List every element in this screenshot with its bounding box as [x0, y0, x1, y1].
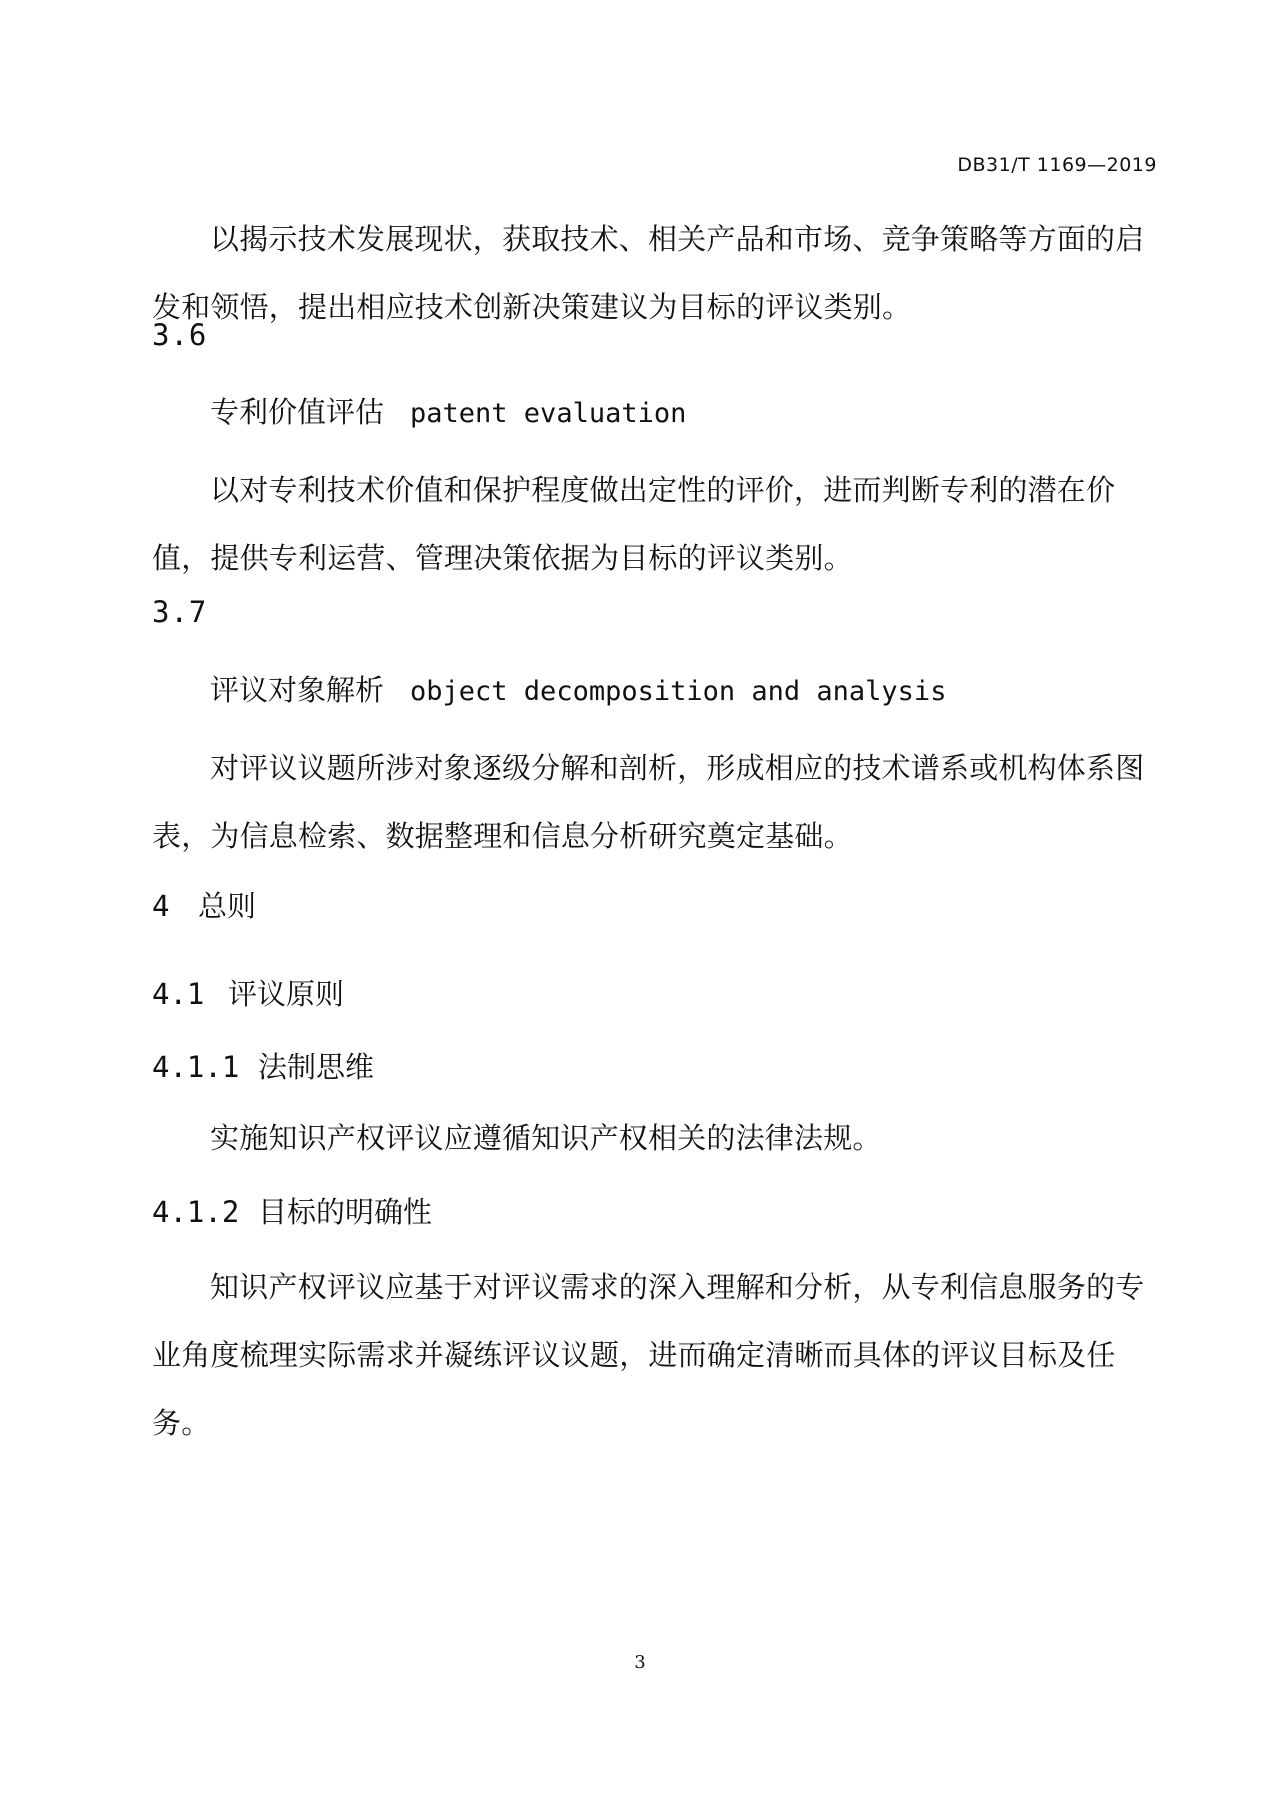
section-heading-4 — [152, 884, 1152, 925]
term-cn-3-6: 专利价值评估 — [210, 395, 385, 429]
page-number: 3 — [634, 1652, 646, 1673]
term-en-3-6: patent evaluation — [410, 398, 687, 429]
section-heading-4-1 — [152, 972, 1152, 1013]
section-title-4-1-1: 法制思维 — [258, 1050, 375, 1084]
clause-number-3-7: 3.7 — [152, 595, 208, 629]
section-title-4-1: 评议原则 — [228, 977, 345, 1011]
definition-3-7: 对评议议题所涉对象逐级分解和剖析，形成相应的技术谱系或机构体系图表，为信息检索、数据整理和信息分析研究奠定基础。 — [152, 751, 1145, 853]
section-text-4-1-1: 实施知识产权评议应遵循知识产权相关的法律法规。 — [210, 1121, 882, 1155]
clause-number-3-6: 3.6 — [152, 318, 208, 352]
document-code: DB31/T 1169—2019 — [957, 154, 1157, 176]
section-number-4-1-1: 4.1.1 — [152, 1050, 240, 1084]
section-number-4-1-2: 4.1.2 — [152, 1195, 240, 1229]
section-heading-4-1-1 — [152, 1045, 1152, 1086]
section-title-4-1-2: 目标的明确性 — [258, 1195, 433, 1229]
section-number-4-1: 4.1 — [152, 977, 205, 1011]
term-3-6 — [210, 390, 1210, 431]
section-heading-4-1-2 — [152, 1190, 1152, 1231]
term-cn-3-7: 评议对象解析 — [210, 673, 385, 707]
section-number-4: 4 — [152, 889, 170, 923]
section-text-4-1-2: 知识产权评议应基于对评议需求的深入理解和分析，从专利信息服务的专业角度梳理实际需求并凝练评议议题，进而确定清晰而具体的评议目标及任务。 — [152, 1270, 1145, 1440]
term-3-7 — [210, 668, 1210, 709]
section-title-4: 总则 — [198, 889, 257, 923]
continuation-paragraph: 以揭示技术发展现状，获取技术、相关产品和市场、竞争策略等方面的启发和领悟，提出相应技术创新决策建议为目标的评议类别。 — [152, 222, 1145, 324]
definition-3-6: 以对专利技术价值和保护程度做出定性的评价，进而判断专利的潜在价值，提供专利运营、管理决策依据为目标的评议类别。 — [152, 473, 1116, 575]
term-en-3-7: object decomposition and analysis — [410, 676, 947, 707]
